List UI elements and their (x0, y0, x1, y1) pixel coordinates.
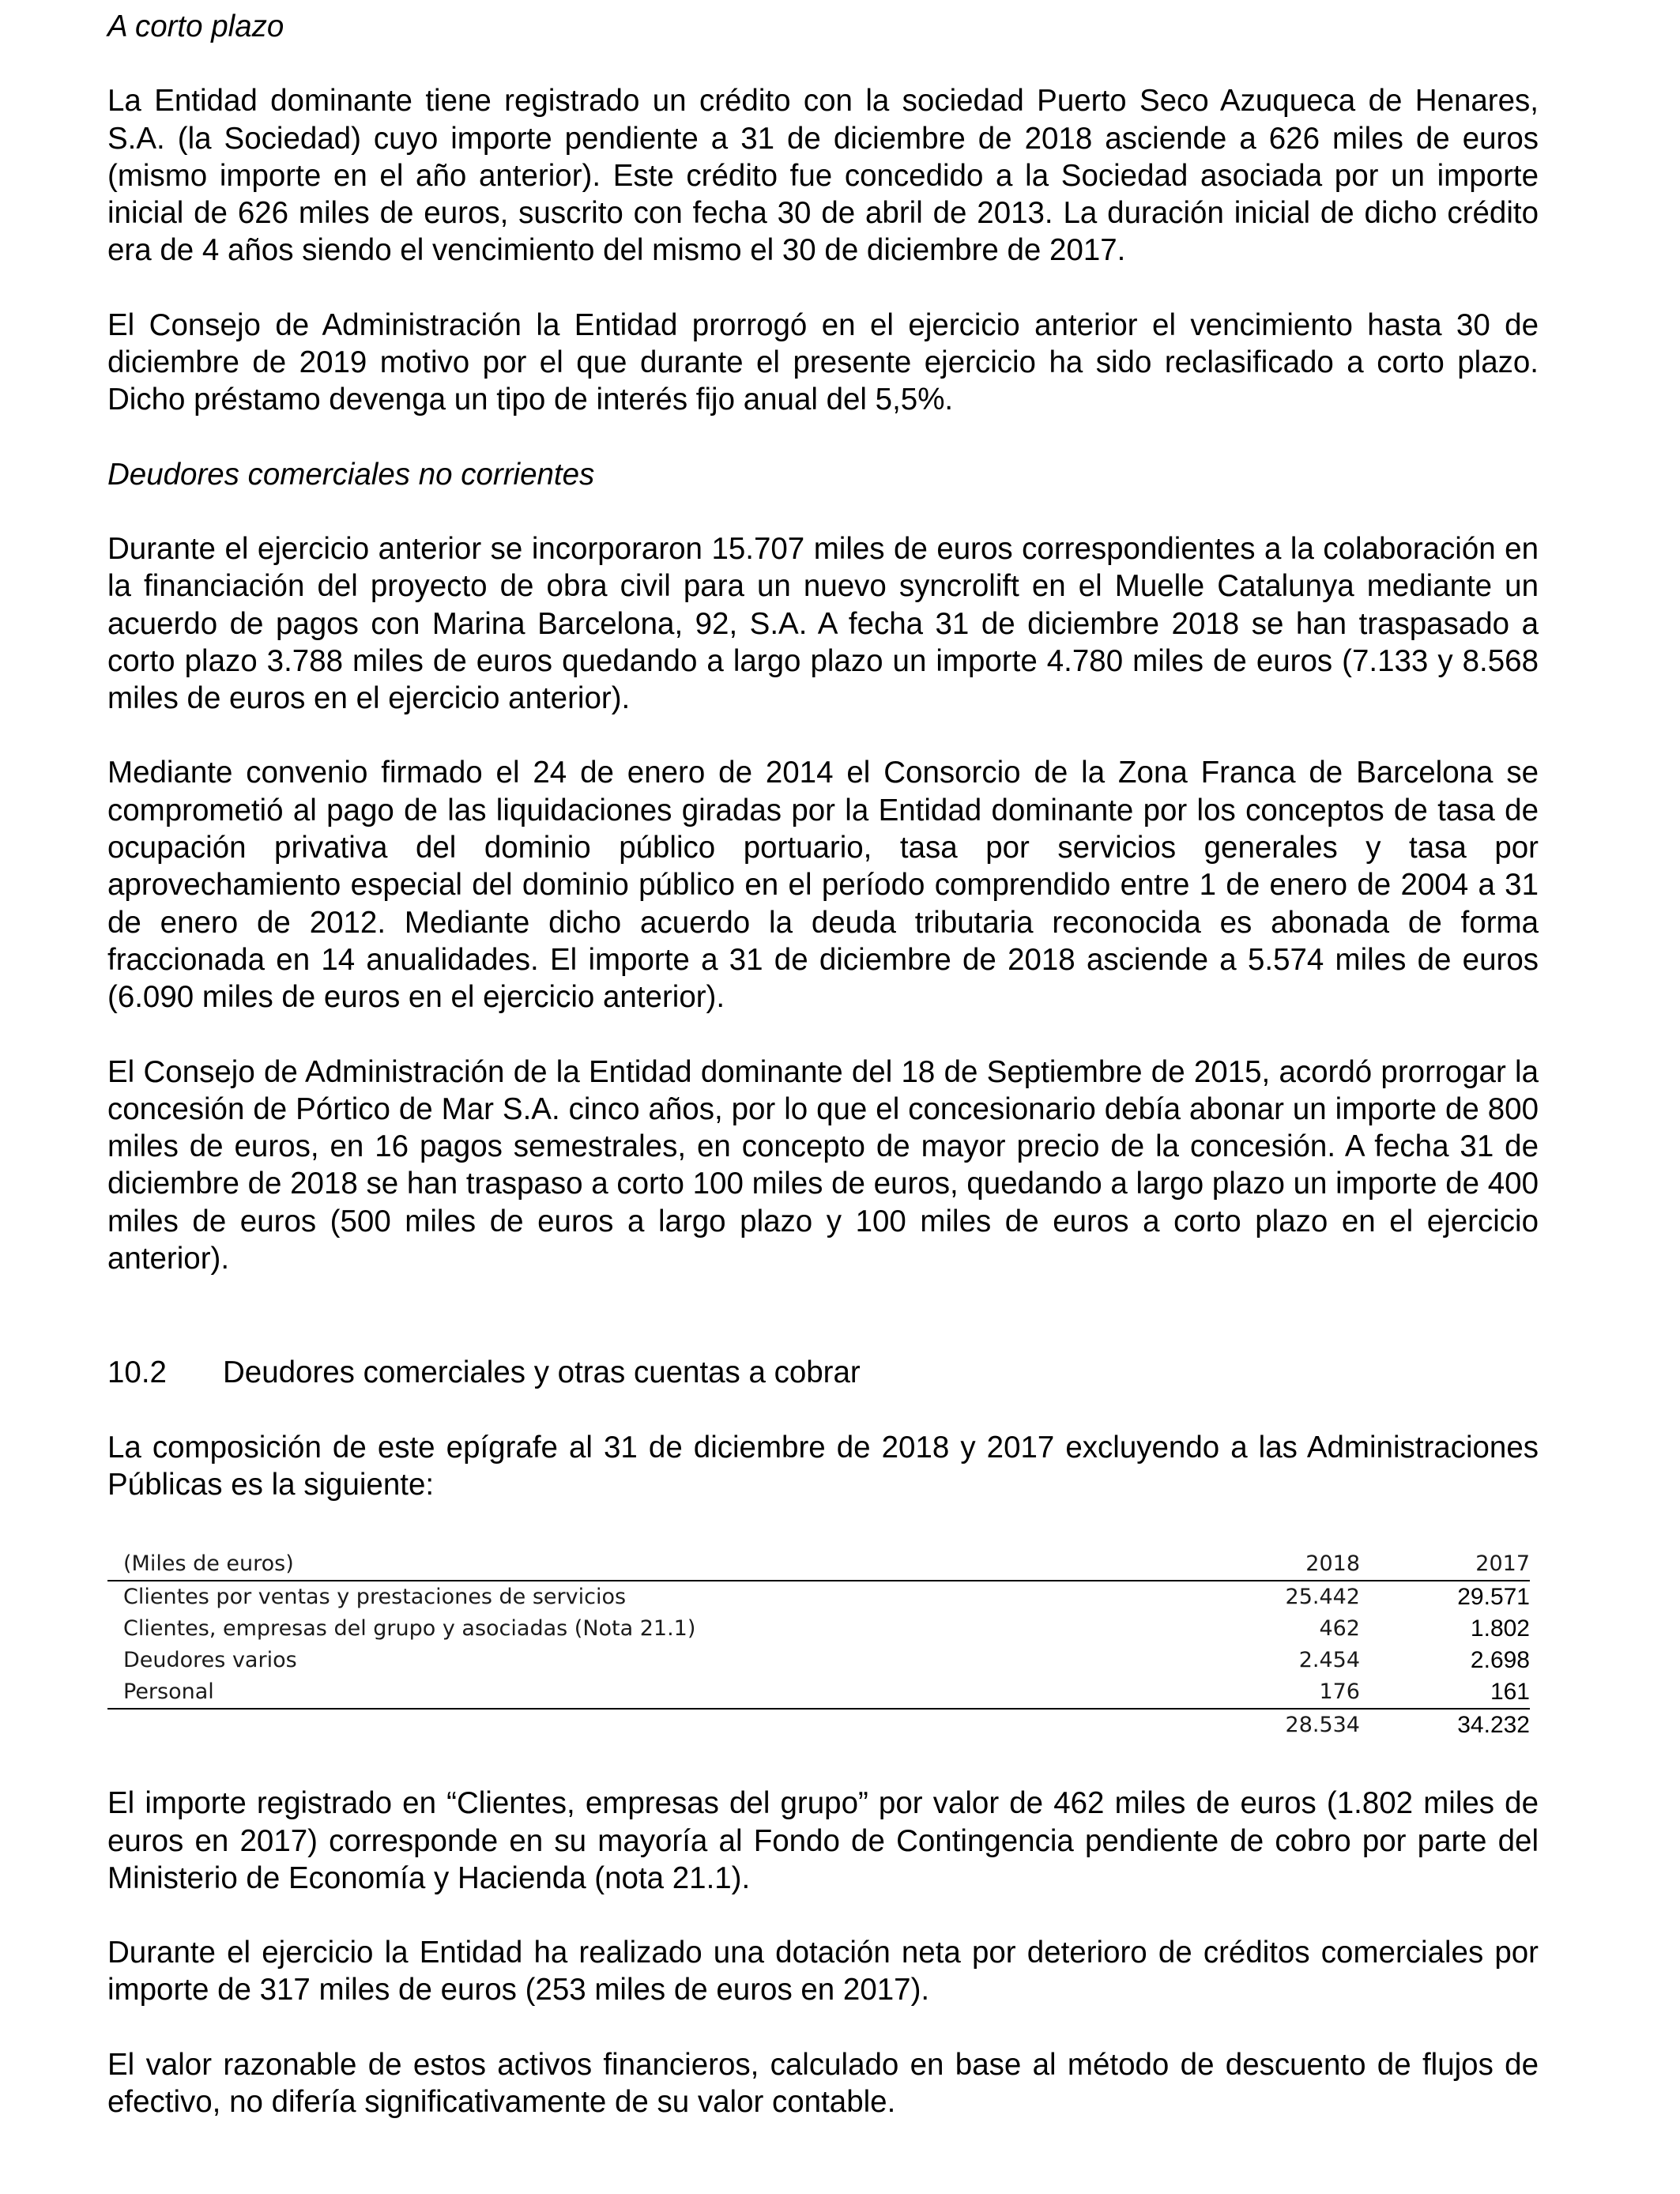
row-value-2018: 2.454 (1298, 1648, 1360, 1673)
short-term-heading: A corto plazo (107, 9, 284, 43)
total-label (107, 1710, 1241, 1741)
total-value-2018: 28.534 (1285, 1713, 1360, 1738)
table-row (107, 1645, 1530, 1676)
section-title: Deudores comerciales y otras cuentas a cobrar (223, 1355, 861, 1390)
row-label: Personal (123, 1679, 214, 1705)
table-row (107, 1676, 1530, 1710)
row-label: Clientes por ventas y prestaciones de servicios (123, 1585, 627, 1610)
paragraph-impairment: Durante el ejercicio la Entidad ha realizado una dotación neta por deterioro de créditos comerciales por importe de 317 miles de euros (253 miles de euros en 2017). (107, 1936, 1539, 2007)
row-value-2018: 176 (1319, 1679, 1360, 1705)
table-total-row (107, 1710, 1530, 1741)
table-header-2018: 2018 (1305, 1551, 1360, 1577)
document-page (107, 8, 1539, 2120)
section-number: 10.2 (107, 1355, 167, 1390)
row-label: Clientes, empresas del grupo y asociadas (Nota 21.1) (123, 1616, 696, 1642)
row-value-2017: 161 (1490, 1679, 1530, 1706)
table-row (107, 1581, 1530, 1613)
paragraph-extension: El Consejo de Administración la Entidad prorrogó en el ejercicio anterior el vencimiento hasta 30 de diciembre de 2019 motivo por el que durante el presente ejercicio ha sido reclasificado a corto plazo. Dicho préstamo devenga un tipo de interés fijo anual del 5,5%. (107, 307, 1539, 417)
row-value-2018: 25.442 (1285, 1585, 1360, 1610)
row-value-2017: 1.802 (1470, 1615, 1530, 1642)
row-value-2017: 2.698 (1470, 1647, 1530, 1674)
section-heading (107, 1354, 1539, 1391)
paragraph-group-clients: El importe registrado en “Clientes, empresas del grupo” por valor de 462 miles de euros (1.802 miles de euros en 2017) corresponde en su mayoría al Fondo de Contingencia pendiente de cobro por parte del Ministerio de Economía y Hacienda (nota 21.1). (107, 1786, 1539, 1895)
receivables-table (107, 1548, 1530, 1741)
paragraph-fair-value: El valor razonable de estos activos financieros, calculado en base al método de descuento de flujos de efectivo, no difería significativamente de su valor contable. (107, 2047, 1539, 2119)
row-value-2017: 29.571 (1457, 1584, 1530, 1611)
table-header-row (107, 1548, 1530, 1581)
table-header-units: (Miles de euros) (123, 1551, 294, 1577)
paragraph-composition: La composición de este epígrafe al 31 de diciembre de 2018 y 2017 excluyendo a las Administraciones Públicas es la siguiente: (107, 1430, 1539, 1502)
total-value-2017: 34.232 (1457, 1712, 1530, 1739)
table-header-2017: 2017 (1475, 1551, 1530, 1577)
row-label: Deudores varios (123, 1648, 297, 1673)
table-row (107, 1613, 1530, 1645)
paragraph-credit: La Entidad dominante tiene registrado un crédito con la sociedad Puerto Seco Azuqueca de Henares, S.A. (la Sociedad) cuyo importe pendiente a 31 de diciembre de 2018 asciende a 626 miles de euros (mismo importe en el año anterior). Este crédito fue concedido a la Sociedad asociada por un importe inicial de 626 miles de euros, suscrito con fecha 30 de abril de 2013. La duración inicial de dicho crédito era de 4 años siendo el vencimiento del mismo el 30 de diciembre de 2017. (107, 84, 1539, 268)
noncurrent-heading: Deudores comerciales no corrientes (107, 457, 595, 492)
paragraph-syncrolift: Durante el ejercicio anterior se incorporaron 15.707 miles de euros correspondientes a la colaboración en la financiación del proyecto de obra civil para un nuevo syncrolift en el Muelle Catalunya mediante un acuerdo de pagos con Marina Barcelona, 92, S.A. A fecha 31 de diciembre 2018 se han traspasado a corto plazo 3.788 miles de euros quedando a largo plazo un importe 4.780 miles de euros (7.133 y 8.568 miles de euros en el ejercicio anterior). (107, 531, 1539, 716)
paragraph-zona-franca: Mediante convenio firmado el 24 de enero de 2014 el Consorcio de la Zona Franca de Barcelona se comprometió al pago de las liquidaciones giradas por la Entidad dominante por los conceptos de tasa de ocupación privativa del dominio público portuario, tasa por servicios generales y tasa por aprovechamiento especial del dominio público en el período comprendido entre 1 de enero de 2004 a 31 de enero de 2012. Mediante dicho acuerdo la deuda tributaria reconocida es abonada de forma fraccionada en 14 anualidades. El importe a 31 de diciembre de 2018 asciende a 5.574 miles de euros (6.090 miles de euros en el ejercicio anterior). (107, 756, 1539, 1015)
row-value-2018: 462 (1319, 1616, 1360, 1642)
paragraph-portico: El Consejo de Administración de la Entidad dominante del 18 de Septiembre de 2015, acordó prorrogar la concesión de Pórtico de Mar S.A. cinco años, por lo que el concesionario debía abonar un importe de 800 miles de euros, en 16 pagos semestrales, en concepto de mayor precio de la concesión. A fecha 31 de diciembre de 2018 se han traspaso a corto 100 miles de euros, quedando a largo plazo un importe de 400 miles de euros (500 miles de euros a largo plazo y 100 miles de euros a corto plazo en el ejercicio anterior). (107, 1054, 1539, 1276)
